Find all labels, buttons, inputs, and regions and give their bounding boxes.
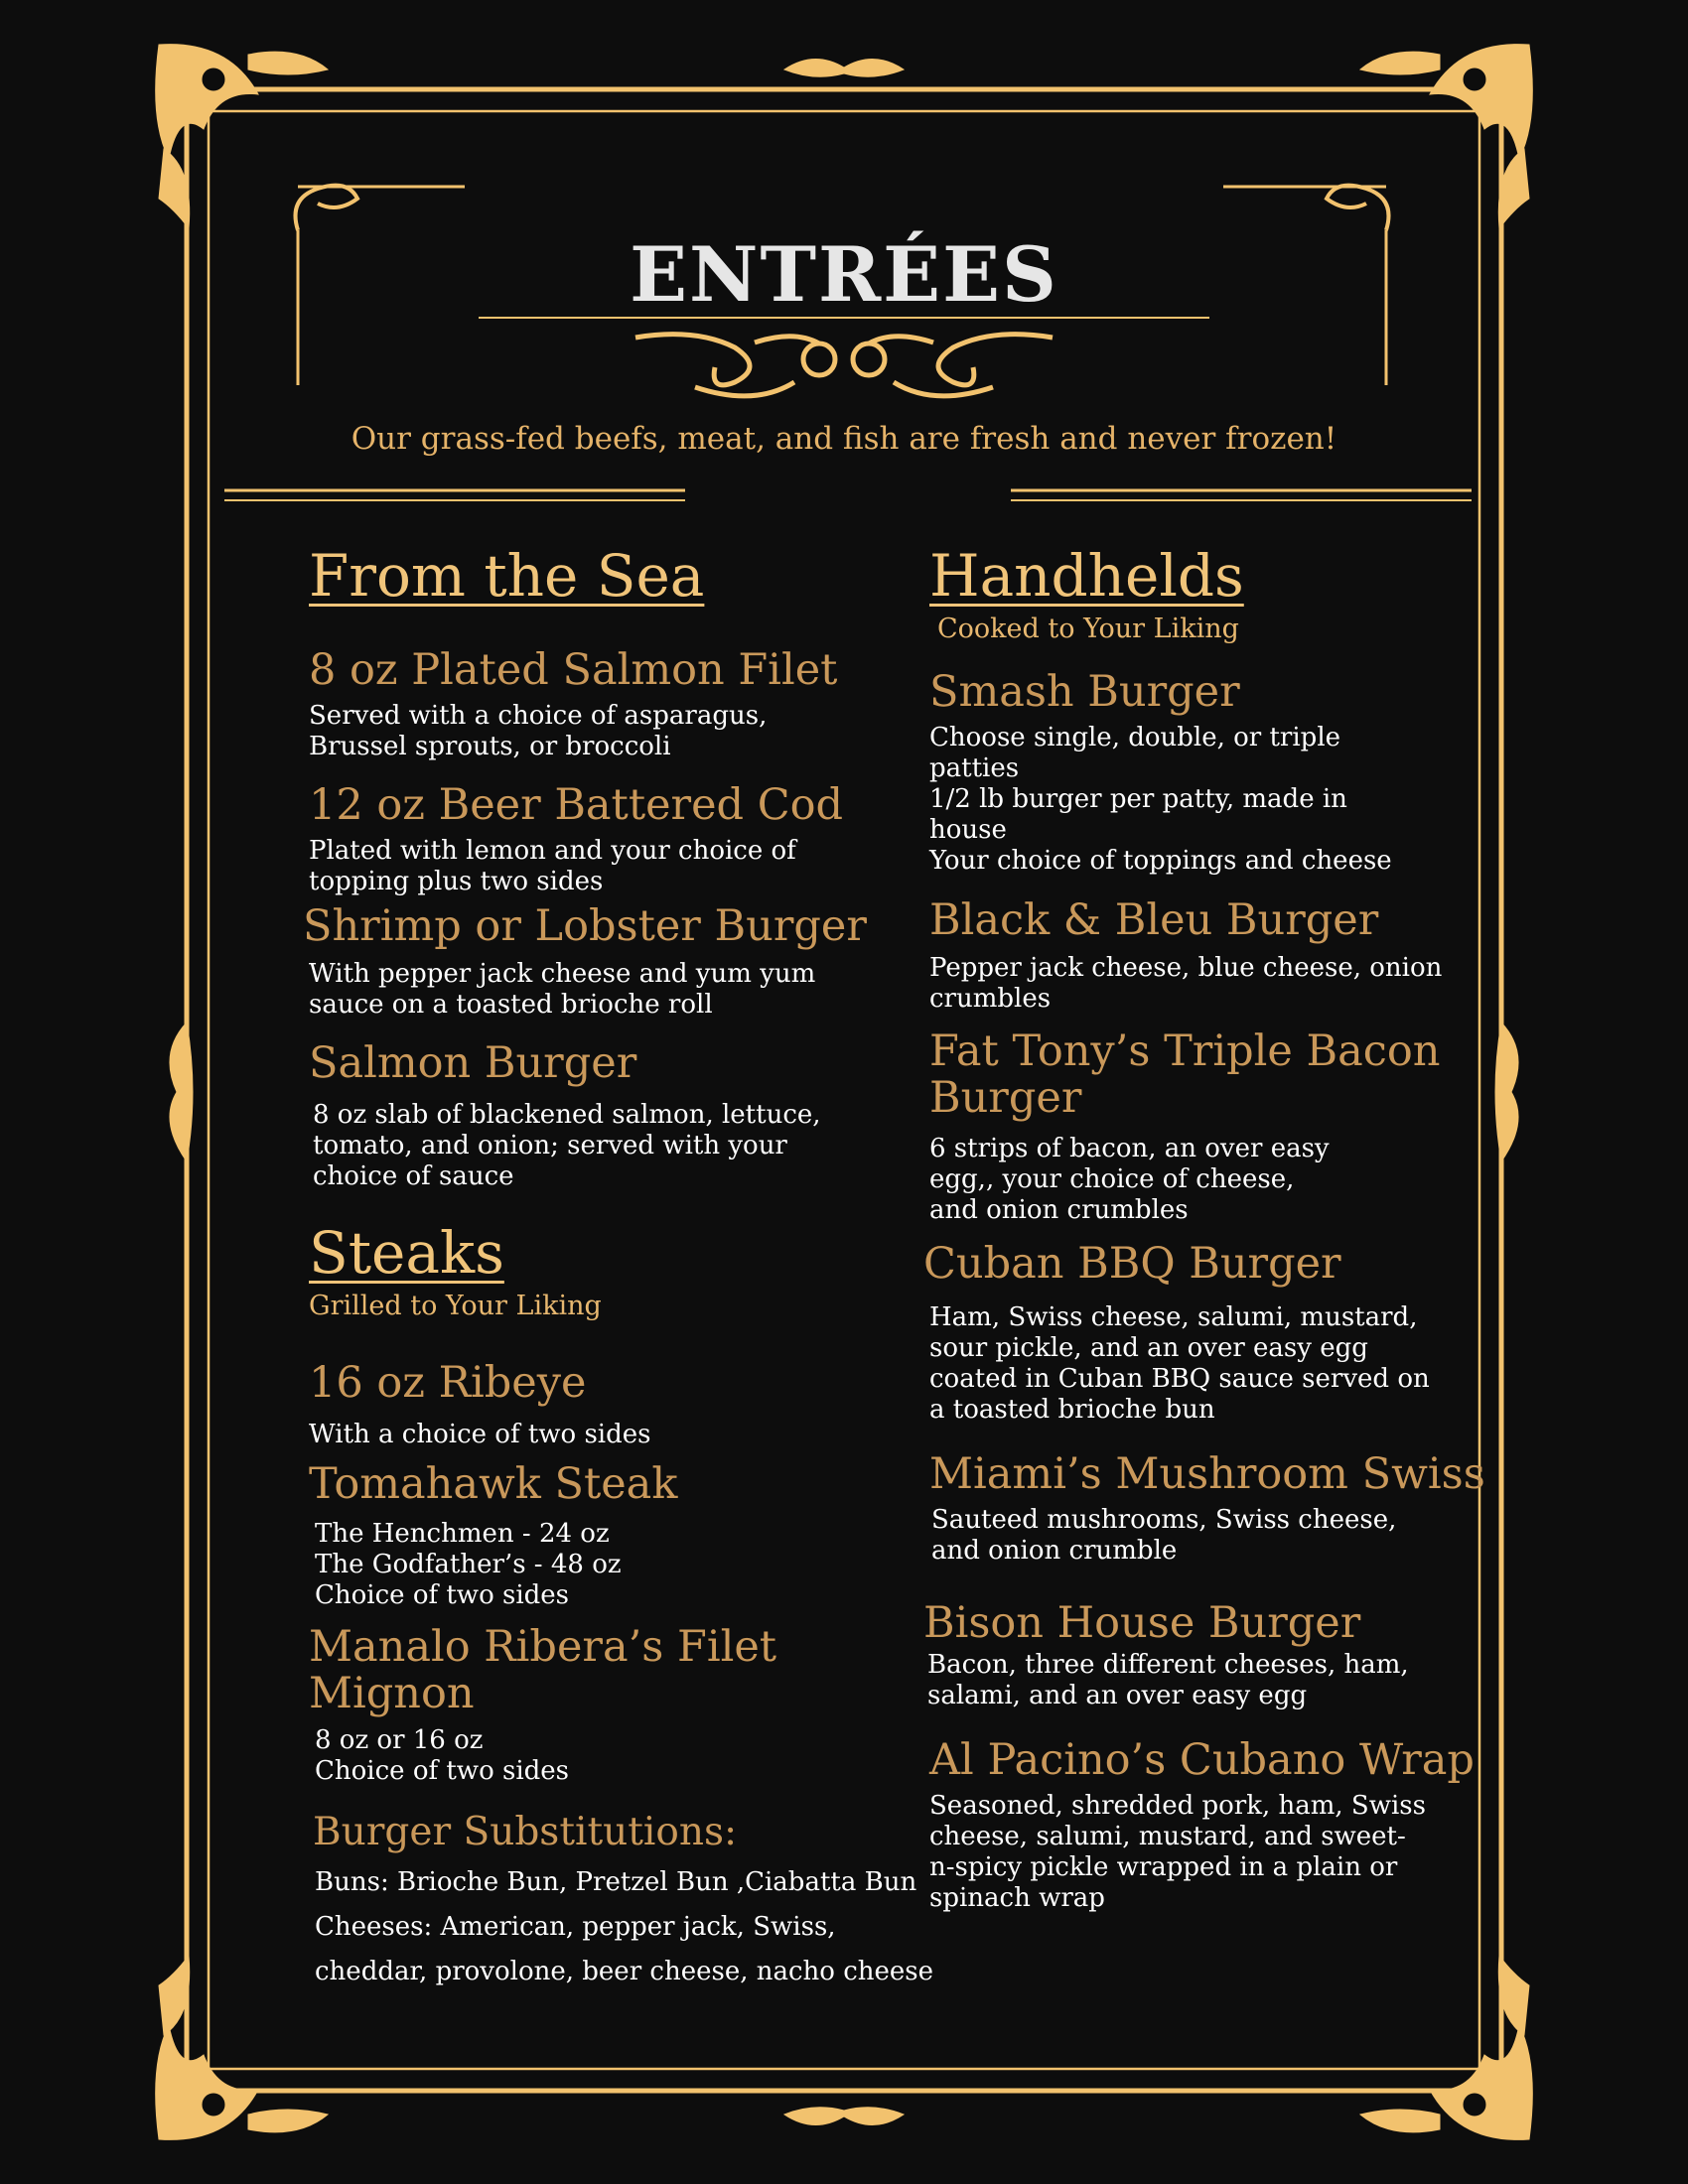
item-name: 8 oz Plated Salmon Filet (309, 645, 838, 695)
item-description: Seasoned, shredded pork, ham, Swiss cheese, salumi, mustard, and sweet- n-spicy pickle wrapped in a plain or spinach wrap (929, 1791, 1426, 1913)
item-name: Smash Burger (929, 667, 1240, 717)
substitutions-list: Buns: Brioche Bun, Pretzel Bun ,Ciabatta Bun Cheeses: American, pepper jack, Swiss, cheddar, provolone, beer cheese, nacho cheese (315, 1867, 934, 1986)
item-name: 12 oz Beer Battered Cod (309, 780, 844, 830)
item-description: Bacon, three different cheeses, ham, salami, and an over easy egg (927, 1650, 1409, 1710)
section-heading-handhelds: Handhelds (929, 542, 1244, 610)
item-name: Black & Bleu Burger (929, 895, 1379, 945)
top-center-ornament (784, 59, 904, 76)
bracket-flourish-left (296, 186, 358, 230)
right-side-ornament (1495, 1023, 1518, 1161)
item-name: Shrimp or Lobster Burger (303, 901, 867, 951)
item-description: Ham, Swiss cheese, salumi, mustard, sour pickle, and an over easy egg coated in Cuban BBQ sauce served on a toasted brioche bun (929, 1302, 1430, 1425)
substitutions-heading: Burger Substitutions: (313, 1810, 738, 1854)
section-subheading: Grilled to Your Liking (309, 1291, 602, 1321)
item-name: Manalo Ribera’s Filet Mignon (309, 1622, 777, 1718)
item-name: Al Pacino’s Cubano Wrap (929, 1735, 1475, 1785)
item-description: Choose single, double, or triple patties 1/2 lb burger per patty, made in house Your choice of toppings and cheese (929, 723, 1392, 876)
item-name: Fat Tony’s Triple Bacon Burger (929, 1026, 1441, 1123)
tagline: Our grass-fed beefs, meat, and fish are fresh and never frozen! (351, 421, 1337, 457)
item-name: Cuban BBQ Burger (923, 1239, 1341, 1289)
item-name: 16 oz Ribeye (309, 1358, 587, 1408)
item-description: 8 oz or 16 oz Choice of two sides (315, 1725, 570, 1786)
item-description: With a choice of two sides (309, 1420, 651, 1449)
corner-ornament-bottom-left (156, 1956, 328, 2139)
item-description: Served with a choice of asparagus, Brussel sprouts, or broccoli (309, 701, 768, 761)
item-description: Plated with lemon and your choice of topping plus two sides (309, 836, 796, 896)
item-description: With pepper jack cheese and yum yum sauce on a toasted brioche roll (309, 959, 816, 1020)
page-title: ENTRÉES (630, 230, 1058, 319)
section-heading-steaks: Steaks (309, 1219, 504, 1287)
item-description: Sauteed mushrooms, Swiss cheese, and onion crumble (931, 1505, 1397, 1566)
left-side-ornament (170, 1023, 193, 1161)
title-flourish (635, 335, 1053, 396)
item-description: The Henchmen - 24 oz The Godfather’s - 48 oz Choice of two sides (315, 1519, 622, 1610)
item-name: Bison House Burger (923, 1598, 1361, 1648)
item-name: Tomahawk Steak (309, 1459, 678, 1509)
bracket-flourish-right (1327, 186, 1389, 230)
item-description: 6 strips of bacon, an over easy egg,, your choice of cheese, and onion crumbles (929, 1134, 1330, 1225)
item-name: Miami’s Mushroom Swiss (929, 1449, 1485, 1499)
section-subheading: Cooked to Your Liking (937, 614, 1239, 644)
bottom-center-ornament (784, 2108, 904, 2125)
item-description: 8 oz slab of blackened salmon, lettuce, tomato, and onion; served with your choice of sauce (313, 1100, 821, 1191)
item-description: Pepper jack cheese, blue cheese, onion crumbles (929, 953, 1443, 1014)
item-name: Salmon Burger (309, 1038, 637, 1088)
section-heading-from-the-sea: From the Sea (309, 542, 705, 610)
corner-ornament-bottom-right (1360, 1956, 1532, 2139)
